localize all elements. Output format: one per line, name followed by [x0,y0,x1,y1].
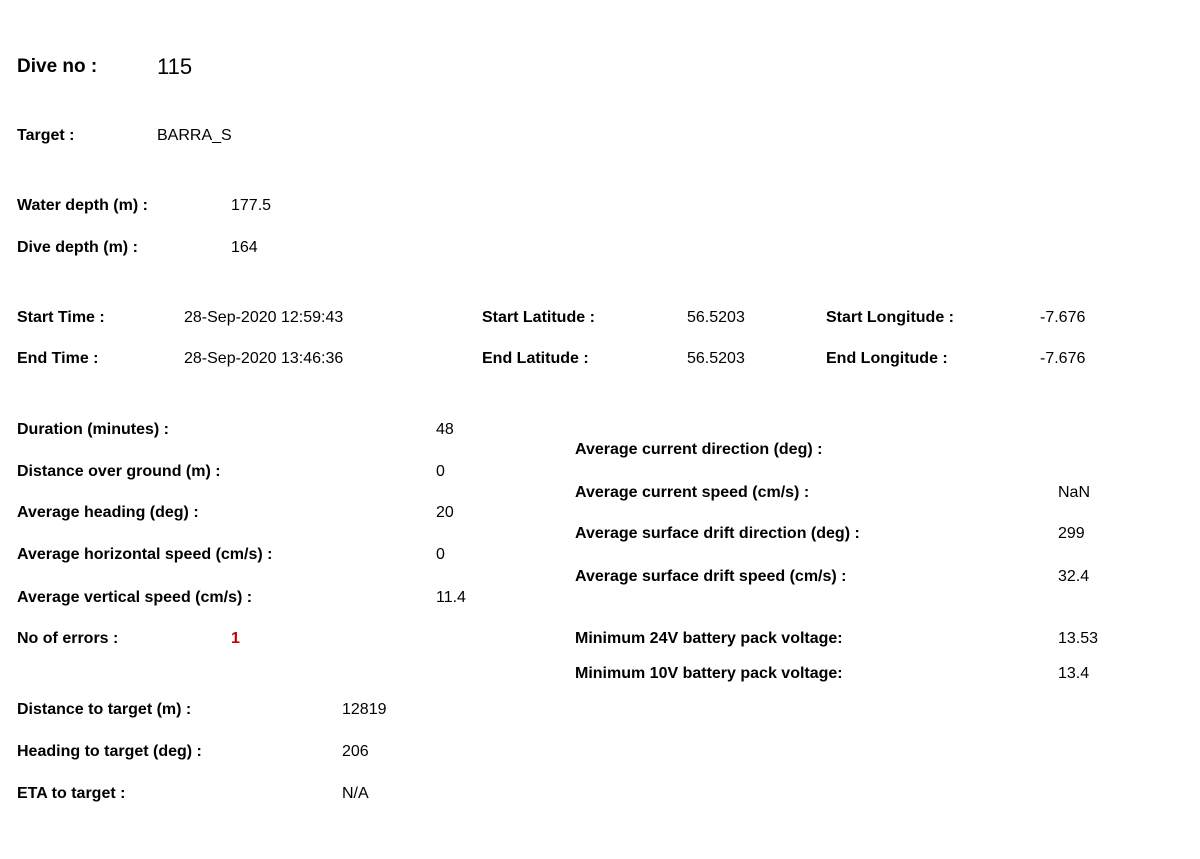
dive-depth-label: Dive depth (m) : [17,239,138,256]
average-current-speed-label: Average current speed (cm/s) : [575,484,810,501]
water-depth-value: 177.5 [231,197,272,214]
duration-value: 48 [436,421,454,438]
target-label: Target : [17,127,75,144]
average-surface-drift-direction-label: Average surface drift direction (deg) : [575,525,860,542]
water-depth-label: Water depth (m) : [17,197,148,214]
errors-count-value: 1 [231,630,240,647]
dive-number-label: Dive no : [17,56,98,77]
dive-number-value: 115 [157,54,193,79]
min-24v-battery-value: 13.53 [1058,630,1099,647]
start-time-label: Start Time : [17,309,105,326]
start-latitude-value: 56.5203 [687,309,745,326]
target-value: BARRA_S [157,127,232,144]
average-surface-drift-direction-value: 299 [1058,525,1085,542]
heading-to-target-value: 206 [342,743,369,760]
end-longitude-value: -7.676 [1040,350,1086,367]
eta-to-target-label: ETA to target : [17,785,126,802]
average-surface-drift-speed-label: Average surface drift speed (cm/s) : [575,568,847,585]
average-heading-value: 20 [436,504,454,521]
average-horizontal-speed-value: 0 [436,546,445,563]
distance-over-ground-label: Distance over ground (m) : [17,463,221,480]
min-10v-battery-value: 13.4 [1058,665,1090,682]
end-time-label: End Time : [17,350,99,367]
errors-label: No of errors : [17,630,119,647]
average-heading-label: Average heading (deg) : [17,504,199,521]
min-10v-battery-label: Minimum 10V battery pack voltage: [575,665,843,682]
min-24v-battery-label: Minimum 24V battery pack voltage: [575,630,843,647]
average-horizontal-speed-label: Average horizontal speed (cm/s) : [17,546,273,563]
average-vertical-speed-label: Average vertical speed (cm/s) : [17,589,253,606]
start-longitude-value: -7.676 [1040,309,1086,326]
end-latitude-value: 56.5203 [687,350,745,367]
end-time-value: 28-Sep-2020 13:46:36 [184,350,344,367]
end-longitude-label: End Longitude : [826,350,948,367]
start-latitude-label: Start Latitude : [482,309,595,326]
average-vertical-speed-value: 11.4 [436,589,466,606]
distance-to-target-value: 12819 [342,701,387,718]
average-current-speed-value: NaN [1058,484,1091,501]
start-time-value: 28-Sep-2020 12:59:43 [184,309,344,326]
eta-to-target-value: N/A [342,785,369,802]
distance-to-target-label: Distance to target (m) : [17,701,192,718]
average-current-direction-label: Average current direction (deg) : [575,441,823,458]
heading-to-target-label: Heading to target (deg) : [17,743,202,760]
dive-depth-value: 164 [231,239,258,256]
start-longitude-label: Start Longitude : [826,309,954,326]
end-latitude-label: End Latitude : [482,350,589,367]
distance-over-ground-value: 0 [436,463,445,480]
duration-label: Duration (minutes) : [17,421,169,438]
average-surface-drift-speed-value: 32.4 [1058,568,1090,585]
